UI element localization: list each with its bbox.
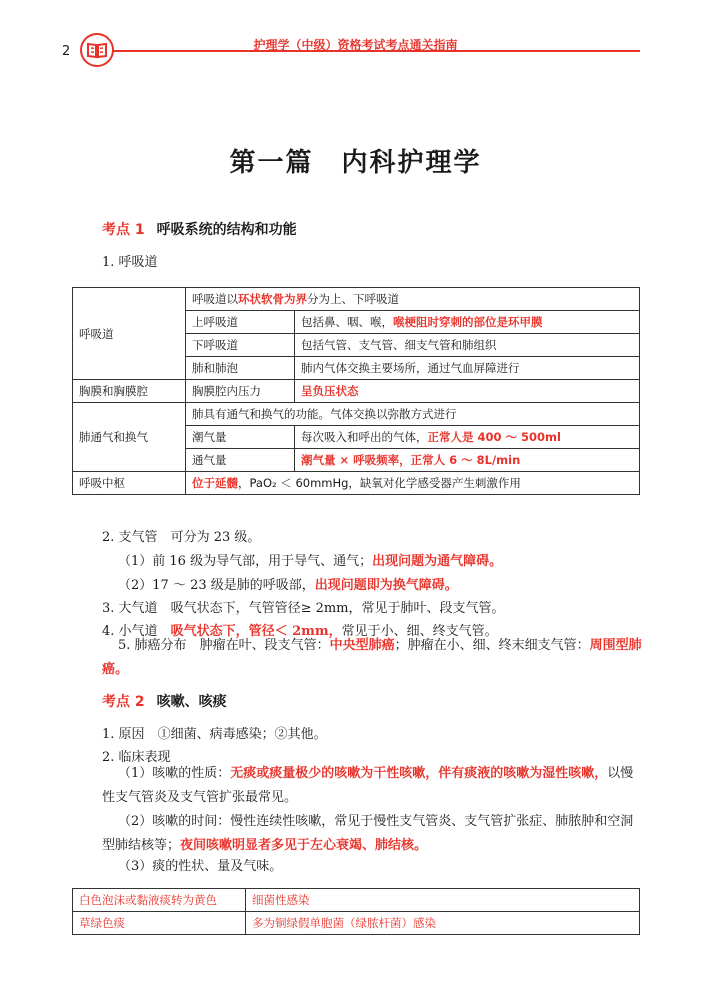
table-cell: 肺具有通气和换气的功能。气体交换以弥散方式进行 bbox=[186, 403, 640, 426]
row-name: 潮气量 bbox=[186, 426, 295, 449]
section-title: 呼吸系统的结构和功能 bbox=[156, 222, 297, 238]
para-lung-cancer: 5. 肺癌分布 肿瘤在叶、段支气管：中央型肺癌；肿瘤在小、细、终末细支气管：周围型肺癌。 bbox=[102, 638, 642, 677]
respiratory-table bbox=[72, 287, 640, 495]
para-cough-time: （2）咳嗽的时间：慢性连续性咳嗽，常见于慢性支气管炎、支气管扩张症、肺脓肿和空洞型肺结核等；夜间咳嗽明显者多见于左心衰竭、肺结核。 bbox=[102, 814, 634, 853]
running-header: 护理学（中级）资格考试考点通关指南 bbox=[253, 38, 458, 52]
row-name: 上呼吸道 bbox=[186, 311, 295, 334]
para-bronchi-2: （2）17 ～ 23 级是肺的呼吸部，出现问题即为换气障碍。 bbox=[118, 578, 458, 593]
row-name: 胸膜腔内压力 bbox=[186, 380, 295, 403]
subheading-clinical: 2. 临床表现 bbox=[102, 750, 171, 765]
subheading-airway: 1. 呼吸道 bbox=[102, 255, 158, 270]
para-large-airway: 3. 大气道 吸气状态下，气管管径≥ 2mm，常见于肺叶、段支气管。 bbox=[102, 601, 505, 616]
group-label: 呼吸中枢 bbox=[73, 472, 186, 495]
para-bronchi-1: （1）前 16 级为导气部，用于导气、通气；出现问题为通气障碍。 bbox=[118, 554, 503, 569]
section-heading-1 bbox=[102, 219, 297, 239]
row-name: 肺和肺泡 bbox=[186, 357, 295, 380]
table-row bbox=[73, 912, 640, 935]
table-cell: 包括气管、支气管、细支气管和肺组织 bbox=[295, 334, 640, 357]
para-bronchi: 2. 支气管 可分为 23 级。 bbox=[102, 530, 261, 545]
page-number: 2 bbox=[62, 44, 71, 59]
part-title: 第一篇 内科护理学 bbox=[229, 148, 482, 178]
table-cell: 草绿色痰 bbox=[73, 912, 246, 935]
table-cell: 呈负压状态 bbox=[295, 380, 640, 403]
table-cell: 呼吸道以环状软骨为界分为上、下呼吸道 bbox=[186, 288, 640, 311]
table-cell: 多为铜绿假单胞菌（绿脓杆菌）感染 bbox=[246, 912, 640, 935]
section-label: 考点 2 bbox=[102, 694, 145, 710]
table-cell: 白色泡沫或黏液痰转为黄色 bbox=[73, 889, 246, 912]
group-label: 呼吸道 bbox=[73, 288, 186, 380]
sputum-table bbox=[72, 888, 640, 935]
table-cell: 细菌性感染 bbox=[246, 889, 640, 912]
para-sputum: （3）痰的性状、量及气味。 bbox=[118, 859, 283, 874]
para-small-airway: 4. 小气道 吸气状态下，管径＜ 2mm，常见于小、细、终支气管。 bbox=[102, 624, 498, 639]
row-name: 下呼吸道 bbox=[186, 334, 295, 357]
table-cell: 每次吸入和呼出的气体，正常人是 400 ～ 500ml bbox=[295, 426, 640, 449]
section-title: 咳嗽、咳痰 bbox=[156, 694, 227, 710]
row-name: 通气量 bbox=[186, 449, 295, 472]
para-cough-nature: （1）咳嗽的性质：无痰或痰量极少的咳嗽为干性咳嗽，伴有痰液的咳嗽为湿性咳嗽，以慢性支气管炎及支气管扩张最常见。 bbox=[102, 766, 634, 805]
table-cell: 潮气量 × 呼吸频率，正常人 6 ～ 8L/min bbox=[295, 449, 640, 472]
group-label: 肺通气和换气 bbox=[73, 403, 186, 472]
group-label: 胸膜和胸膜腔 bbox=[73, 380, 186, 403]
section-label: 考点 1 bbox=[102, 222, 145, 238]
table-cell: 包括鼻、咽、喉，喉梗阻时穿刺的部位是环甲膜 bbox=[295, 311, 640, 334]
section-heading-2 bbox=[102, 691, 227, 711]
table-cell: 肺内气体交换主要场所，通过气血屏障进行 bbox=[295, 357, 640, 380]
table-row bbox=[73, 889, 640, 912]
table-cell: 位于延髓，PaO₂ ＜ 60mmHg，缺氧对化学感受器产生刺激作用 bbox=[186, 472, 640, 495]
para-cause: 1. 原因 ①细菌、病毒感染；②其他。 bbox=[102, 727, 327, 742]
